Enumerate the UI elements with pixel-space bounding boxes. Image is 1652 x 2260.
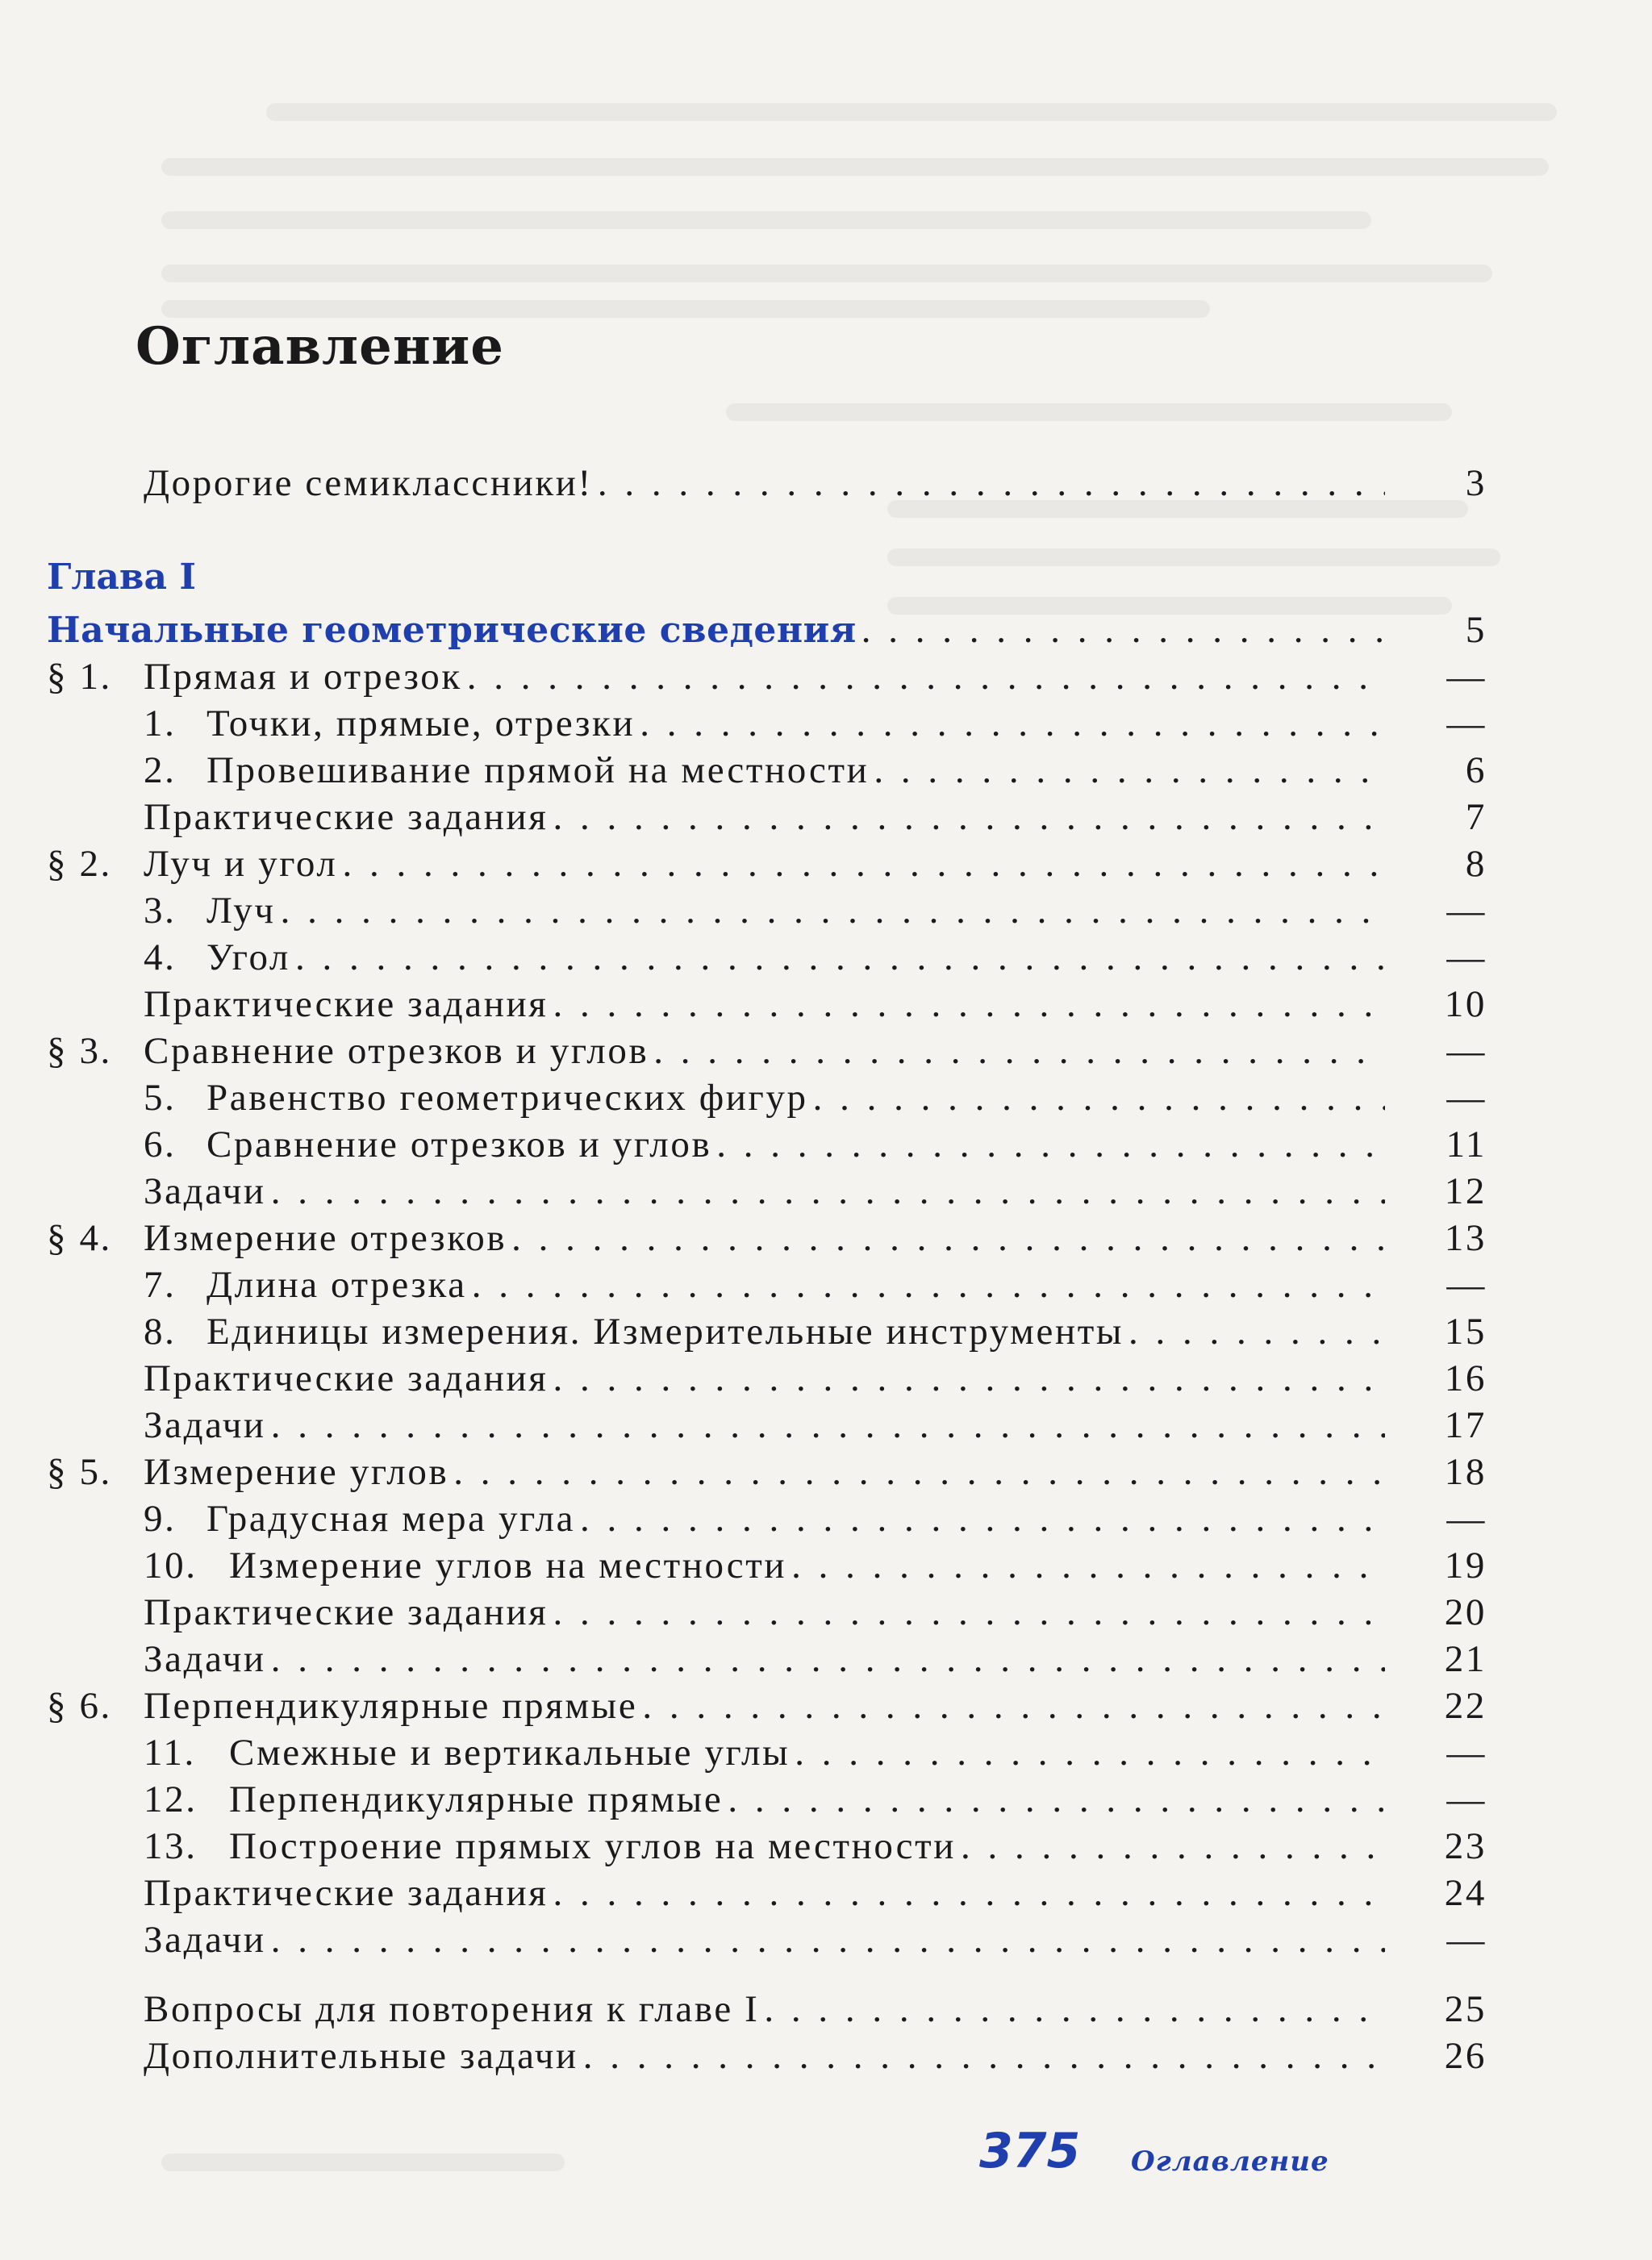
entry-title: Задачи [144, 1170, 266, 1212]
dot-leader [1128, 1308, 1385, 1355]
entry-title: Луч и угол [144, 843, 338, 885]
entry-title: Измерение углов на местности [229, 1545, 787, 1587]
dot-leader [598, 460, 1385, 507]
entry-page: 10 [1444, 983, 1487, 1025]
entry-page: — [1446, 1498, 1487, 1540]
entry-page: 19 [1444, 1545, 1487, 1587]
entry-title: Практические задания [144, 1357, 549, 1399]
entry-page: 5 [1465, 609, 1487, 651]
entry-number: 1. [144, 703, 177, 744]
running-title: Оглавление [1131, 2145, 1329, 2178]
dot-leader [453, 1449, 1385, 1495]
entry-title: Построение прямых углов на местности [229, 1825, 956, 1867]
dot-leader [728, 1776, 1385, 1823]
entry-number: 8. [144, 1311, 177, 1353]
entry-title: Луч [206, 890, 276, 932]
dot-leader [653, 1028, 1385, 1074]
entry-page: — [1446, 936, 1487, 978]
dot-leader [553, 1355, 1385, 1402]
dot-leader [271, 1168, 1385, 1215]
entry-number: § 2. [47, 843, 112, 885]
toc-entry[interactable] [144, 1261, 1487, 1308]
dot-leader [874, 747, 1385, 794]
entry-number: 6. [144, 1124, 177, 1165]
toc-entry[interactable] [144, 1986, 1487, 2033]
dot-leader [553, 1589, 1385, 1636]
toc-section-entry[interactable] [47, 840, 1487, 887]
toc-entry[interactable] [144, 460, 1487, 507]
toc-entry[interactable] [144, 1308, 1487, 1355]
toc-entry[interactable] [144, 1402, 1487, 1449]
toc-section-entry[interactable] [47, 1449, 1487, 1495]
dot-leader [271, 1402, 1385, 1449]
entry-number: § 5. [47, 1451, 112, 1493]
entry-number: § 4. [47, 1217, 112, 1259]
entry-page: 6 [1465, 749, 1487, 791]
dot-leader [342, 840, 1385, 887]
toc-entry[interactable] [144, 1870, 1487, 1916]
entry-title: Задачи [144, 1638, 266, 1680]
toc-entry[interactable] [144, 1168, 1487, 1215]
entry-number: 7. [144, 1264, 177, 1306]
dot-leader [642, 1682, 1385, 1729]
dot-leader [281, 887, 1385, 934]
entry-title: Смежные и вертикальные углы [229, 1732, 791, 1774]
entry-page: — [1446, 890, 1487, 932]
entry-title: Задачи [144, 1404, 266, 1446]
entry-title: Измерение отрезков [144, 1217, 507, 1259]
entry-page: — [1446, 1732, 1487, 1774]
entry-page: 3 [1465, 462, 1487, 504]
dot-leader [961, 1823, 1385, 1870]
entry-page: 22 [1444, 1685, 1487, 1727]
entry-number: § 3. [47, 1030, 112, 1072]
entry-title: Длина отрезка [206, 1264, 467, 1306]
toc-entry[interactable] [144, 1916, 1487, 1963]
entry-number: 12. [144, 1778, 198, 1820]
entry-number: 2. [144, 749, 177, 791]
dot-leader [271, 1916, 1385, 1963]
entry-title: Практические задания [144, 1591, 549, 1633]
toc-section-entry[interactable] [47, 653, 1487, 700]
entry-page: 15 [1444, 1311, 1487, 1353]
chapter-label: Глава I [47, 557, 196, 598]
dot-leader [553, 794, 1385, 840]
entry-title: Задачи [144, 1919, 266, 1961]
toc-section-entry[interactable] [47, 1028, 1487, 1074]
dot-leader [764, 1986, 1385, 2033]
entry-page: — [1446, 1264, 1487, 1306]
entry-title: Вопросы для повторения к главе I [144, 1988, 760, 2030]
entry-title: Точки, прямые, отрезки [206, 703, 636, 744]
entry-title: Провешивание прямой на местности [206, 749, 870, 791]
page-title: Оглавление [136, 316, 504, 377]
entry-number: § 1. [47, 656, 112, 698]
entry-page: — [1446, 1778, 1487, 1820]
entry-page: — [1446, 1919, 1487, 1961]
entry-page: — [1446, 1030, 1487, 1072]
dot-leader [583, 2033, 1385, 2079]
entry-number: 9. [144, 1498, 177, 1540]
entry-page: 23 [1444, 1825, 1487, 1867]
entry-title: Единицы измерения. Измерительные инструменты [206, 1311, 1124, 1353]
entry-number: 4. [144, 936, 177, 978]
entry-title: Перпендикулярные прямые [229, 1778, 724, 1820]
entry-number: 13. [144, 1825, 198, 1867]
entry-title: Практические задания [144, 983, 549, 1025]
entry-page: 26 [1444, 2035, 1487, 2077]
toc-section-entry[interactable] [47, 1682, 1487, 1729]
toc-entry[interactable] [144, 1542, 1487, 1589]
toc-section-entry[interactable] [47, 1215, 1487, 1261]
entry-page: 17 [1444, 1404, 1487, 1446]
dot-leader [553, 981, 1385, 1028]
toc-entry[interactable] [144, 1729, 1487, 1776]
entry-page: 24 [1444, 1872, 1487, 1914]
entry-number: § 6. [47, 1685, 112, 1727]
toc-entry[interactable] [144, 2033, 1487, 2079]
page-number: 375 [979, 2123, 1081, 2179]
toc-entry[interactable] [144, 1636, 1487, 1682]
toc-entry[interactable] [144, 981, 1487, 1028]
entry-title: Сравнение отрезков и углов [206, 1124, 712, 1165]
dot-leader [791, 1542, 1385, 1589]
entry-number: 5. [144, 1077, 177, 1119]
entry-number: 3. [144, 890, 177, 932]
toc-entry[interactable] [144, 1121, 1487, 1168]
entry-number: 10. [144, 1545, 198, 1587]
dot-leader [553, 1870, 1385, 1916]
toc-entry[interactable] [144, 1495, 1487, 1542]
toc-entry[interactable] [144, 1589, 1487, 1636]
dot-leader [511, 1215, 1385, 1261]
toc-entry[interactable] [144, 794, 1487, 840]
entry-page: 8 [1465, 843, 1487, 885]
entry-title: Прямая и отрезок [144, 656, 462, 698]
toc-entry[interactable] [144, 1776, 1487, 1823]
toc-entry[interactable] [144, 887, 1487, 934]
entry-title: Градусная мера угла [206, 1498, 576, 1540]
toc-entry[interactable] [144, 1355, 1487, 1402]
dot-leader [580, 1495, 1385, 1542]
entry-title: Измерение углов [144, 1451, 449, 1493]
entry-page: 11 [1446, 1124, 1487, 1165]
entry-title: Угол [206, 936, 290, 978]
entry-page: 7 [1465, 796, 1487, 838]
entry-page: 25 [1444, 1988, 1487, 2030]
toc-entry[interactable] [144, 934, 1487, 981]
entry-page: — [1446, 703, 1487, 744]
dot-leader [795, 1729, 1385, 1776]
dot-leader [861, 607, 1385, 653]
entry-page: 18 [1444, 1451, 1487, 1493]
entry-title: Равенство геометрических фигур [206, 1077, 808, 1119]
entry-title: Начальные геометрические сведения [47, 610, 857, 651]
dot-leader [640, 700, 1385, 747]
entry-page: 16 [1444, 1357, 1487, 1399]
dot-leader [295, 934, 1385, 981]
entry-page: 20 [1444, 1591, 1487, 1633]
dot-leader [271, 1636, 1385, 1682]
dot-leader [716, 1121, 1385, 1168]
entry-title: Сравнение отрезков и углов [144, 1030, 649, 1072]
toc-entry[interactable] [144, 747, 1487, 794]
entry-page: 12 [1444, 1170, 1487, 1212]
entry-number: 11. [144, 1732, 196, 1774]
entry-page: 21 [1444, 1638, 1487, 1680]
toc-entry[interactable] [144, 700, 1487, 747]
dot-leader [467, 653, 1385, 700]
toc-entry[interactable] [144, 1074, 1487, 1121]
toc-entry[interactable] [144, 1823, 1487, 1870]
entry-title: Дорогие семиклассники! [144, 462, 593, 504]
entry-title: Практические задания [144, 796, 549, 838]
dot-leader [813, 1074, 1385, 1121]
toc-chapter-entry[interactable] [47, 607, 1487, 653]
entry-page: — [1446, 1077, 1487, 1119]
entry-page: — [1446, 656, 1487, 698]
entry-page: 13 [1444, 1217, 1487, 1259]
entry-title: Практические задания [144, 1872, 549, 1914]
entry-title: Дополнительные задачи [144, 2035, 578, 2077]
entry-title: Перпендикулярные прямые [144, 1685, 638, 1727]
dot-leader [472, 1261, 1385, 1308]
